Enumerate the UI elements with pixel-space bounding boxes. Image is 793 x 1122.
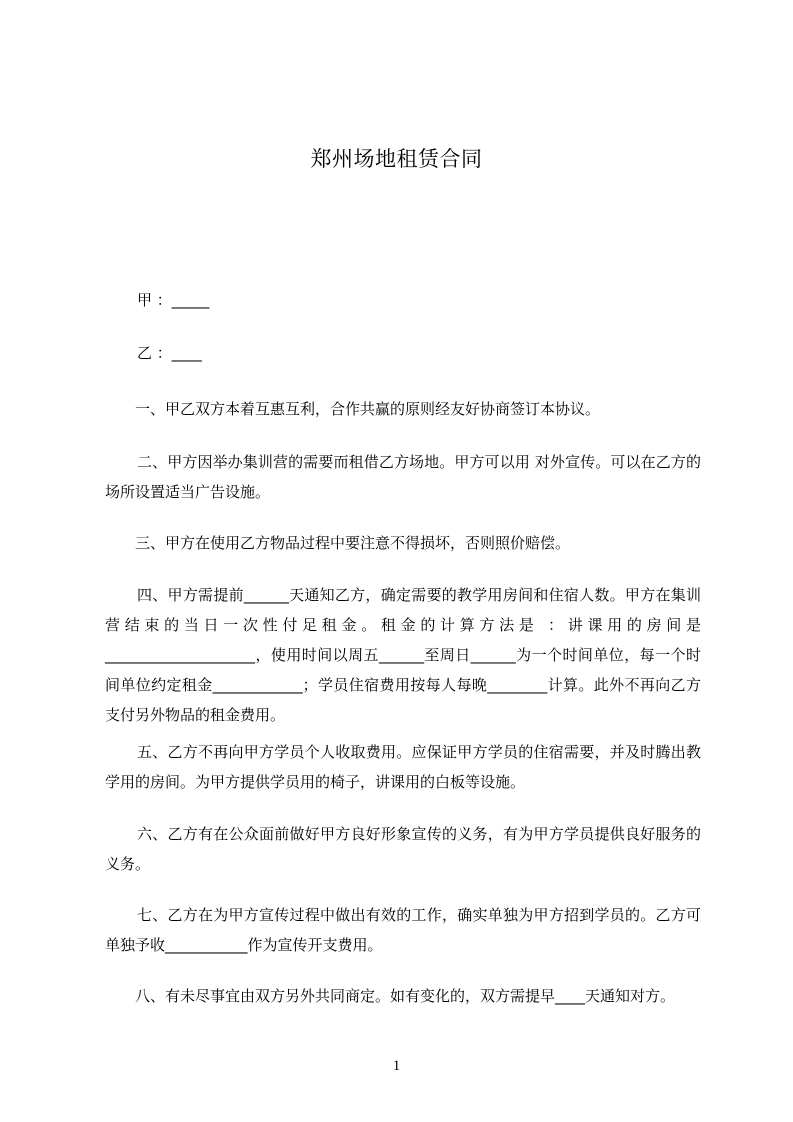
clause-2: 二、甲方因举办集训营的需要而租借乙方场地。甲方可以用 对外宣传。可以在乙方的场所设置适当广告设施。 [105,453,701,501]
party-b-line: 乙 ：____ [137,344,202,362]
clause-7: 七、乙方在为甲方宣传过程中做出有效的工作，确实单独为甲方招到学员的。乙方可单独予收___________作为宣传开支费用。 [105,906,701,954]
document-title: 郑州场地租赁合同 [310,147,483,171]
page-number: 1 [392,1058,401,1074]
clause-3: 三、甲方在使用乙方物品过程中要注意不得损坏，否则照价赔偿。 [135,534,571,552]
party-a-line: 甲 ：_____ [137,291,210,309]
clause-1: 一、甲乙双方本着互惠互利，合作共赢的原则经友好协商签订本协议。 [135,400,601,418]
clause-8: 八、有未尽事宜由双方另外共同商定。如有变化的，双方需提早____天通知对方。 [135,987,676,1005]
clause-5: 五、乙方不再向甲方学员个人收取费用。应保证甲方学员的住宿需要，并及时腾出教学用的房间。为甲方提供学员用的椅子，讲课用的白板等设施。 [105,743,701,791]
clause-4: 四、甲方需提前______天通知乙方，确定需要的教学用房间和住宿人数。甲方在集训营结束的当日一次性付足租金。租金的计算方法是 ：讲课用的房间是____________________，使用时间以周五______至周日______为一个时间单位，每一个时间单位约定租金____________；学员住宿费用按每人每晚________计算。此外不再向乙方支付另外物品的租金费用。 [105,586,701,724]
clause-6: 六、乙方有在公众面前做好甲方良好形象宣传的义务，有为甲方学员提供良好服务的义务。 [105,825,701,873]
